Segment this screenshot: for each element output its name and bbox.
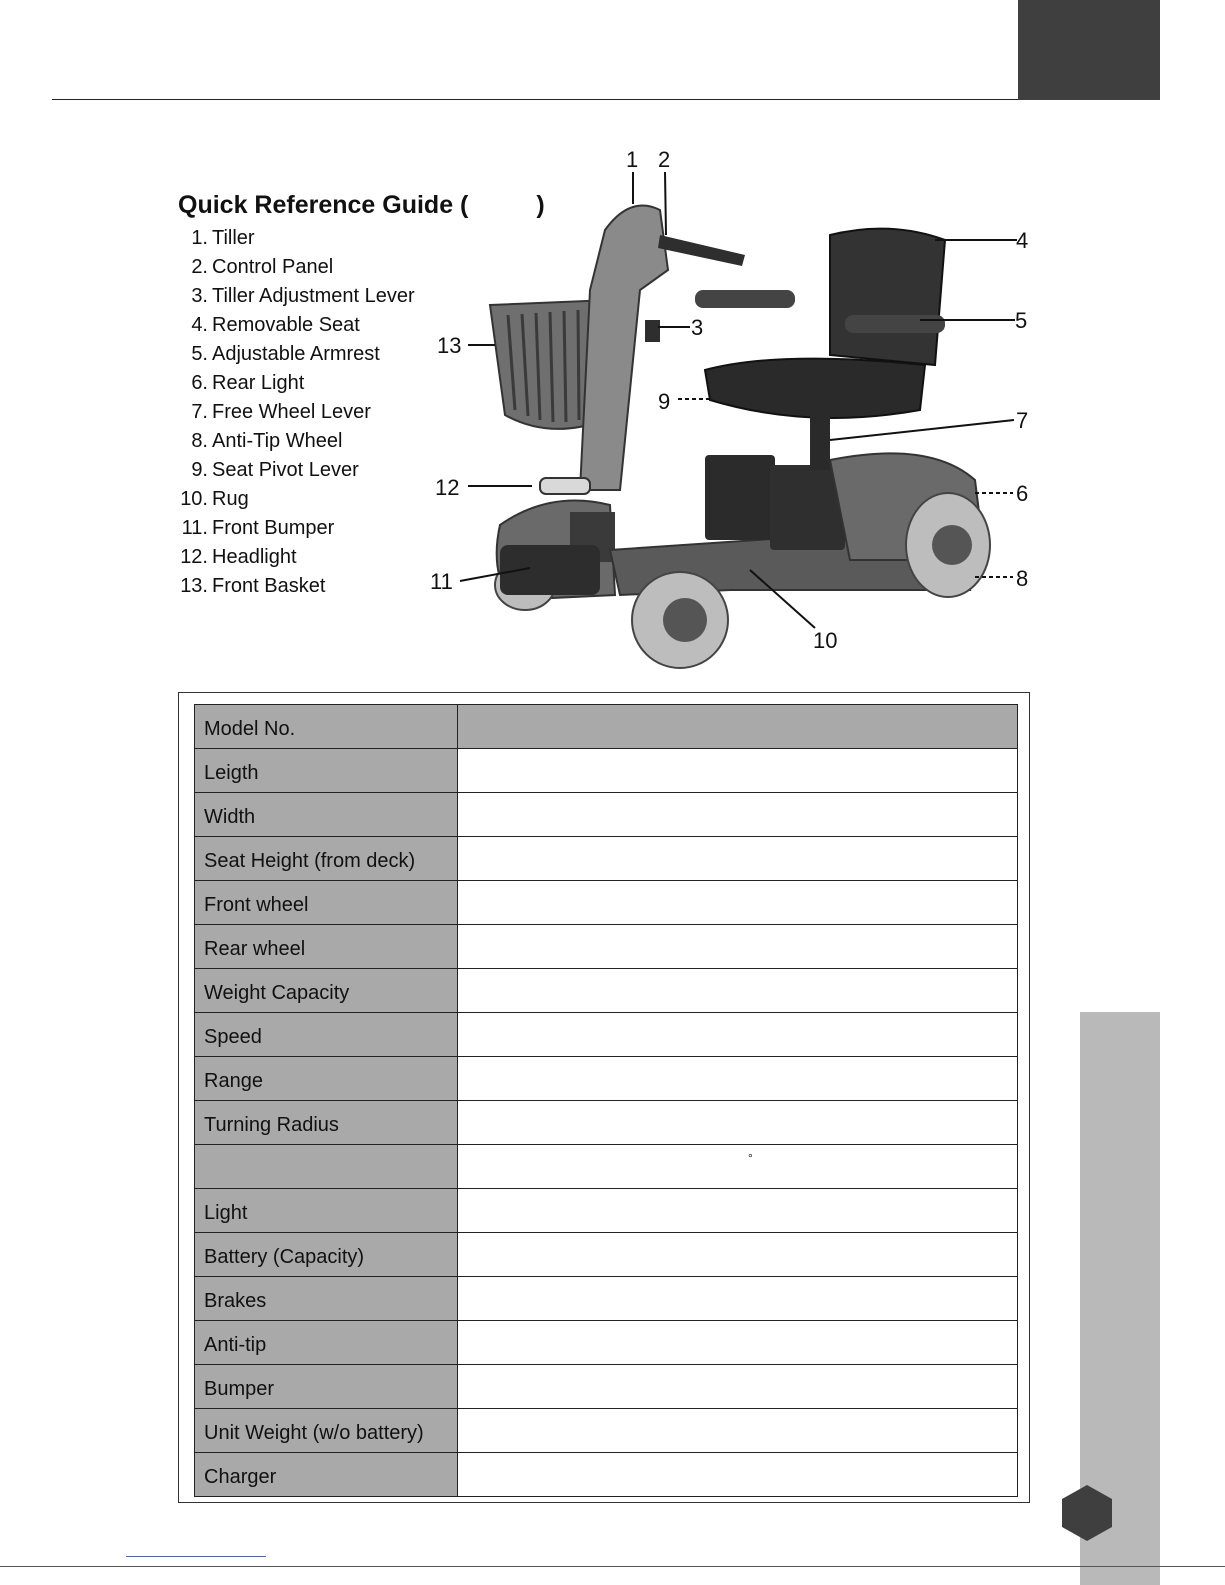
spec-label: Battery (Capacity) [195,1233,458,1277]
spec-value [458,749,1018,793]
guide-title-suffix: ) [536,191,545,219]
table-row [195,1189,1018,1233]
scooter-figure [430,140,1040,675]
spec-label: Speed [195,1013,458,1057]
callout-label: 12 [435,475,460,500]
rear-wheel [906,493,990,597]
front-wheel [632,572,728,668]
callout-label: 6 [1016,481,1029,506]
table-row [195,925,1018,969]
callout-label: 13 [437,333,462,358]
spec-value [458,1453,1018,1497]
table-row [195,793,1018,837]
table-row [195,1321,1018,1365]
spec-value [458,1233,1018,1277]
table-row [195,1013,1018,1057]
spec-label: Bumper [195,1365,458,1409]
parts-list-item: 12. Headlight [180,546,297,568]
spec-value [458,1409,1018,1453]
spec-label: Unit Weight (w/o battery) [195,1409,458,1453]
parts-list-item: 2. Control Panel [191,256,334,278]
spec-label: Range [195,1057,458,1101]
table-row [195,1409,1018,1453]
spec-value [458,705,1018,749]
spec-value [458,1013,1018,1057]
table-row [195,705,1018,749]
parts-list-item: 4. Removable Seat [191,314,360,336]
parts-list-item: 13. Front Basket [180,575,326,597]
footer-link-line [126,1556,266,1557]
spec-label: Width [195,793,458,837]
spec-value [458,1145,1018,1189]
headlight-shape [540,478,590,494]
table-row [195,1365,1018,1409]
spec-value [458,837,1018,881]
spec-table [194,704,1018,1497]
parts-list-item: 11. Front Bumper [181,517,335,539]
tiller [580,206,745,491]
spec-label: Seat Height (from deck) [195,837,458,881]
spec-label: Leigth [195,749,458,793]
table-row [195,969,1018,1013]
callout-label: 10 [813,628,838,653]
callout-label: 2 [658,147,671,172]
spec-label [195,1145,458,1189]
callout-label: 9 [658,389,671,414]
spec-value [458,1057,1018,1101]
header-rule [52,99,1160,100]
spec-label: Brakes [195,1277,458,1321]
table-row [195,1101,1018,1145]
header-corner-block [1018,0,1160,100]
table-row [195,749,1018,793]
spec-value [458,793,1018,837]
guide-title-prefix: Quick Reference Guide ( [178,191,469,219]
degree-symbol: ° [748,1151,753,1165]
table-row [195,881,1018,925]
spec-value [458,969,1018,1013]
spec-label: Front wheel [195,881,458,925]
spec-label: Light [195,1189,458,1233]
table-row [195,1145,1018,1189]
spec-label: Turning Radius [195,1101,458,1145]
callout-label: 8 [1016,566,1029,591]
parts-list-item: 8. Anti-Tip Wheel [191,430,343,452]
spec-value [458,925,1018,969]
parts-list [178,225,415,602]
spec-value [458,1277,1018,1321]
parts-list-item: 9. Seat Pivot Lever [191,459,359,481]
parts-list-item: 7. Free Wheel Lever [191,401,371,423]
callout-label: 7 [1016,408,1029,433]
parts-list-item: 1. Tiller [191,227,255,249]
spec-value [458,1365,1018,1409]
spec-value [458,1321,1018,1365]
callout-label: 5 [1015,308,1028,333]
table-row [195,1277,1018,1321]
footer-rule [0,1566,1225,1567]
spec-label: Anti-tip [195,1321,458,1365]
parts-list-item: 3. Tiller Adjustment Lever [191,285,415,307]
table-row [195,1453,1018,1497]
spec-label: Charger [195,1453,458,1497]
table-row [195,1057,1018,1101]
spec-label: Model No. [195,705,458,749]
callout-label: 4 [1016,228,1029,253]
parts-list-item: 6. Rear Light [191,372,305,394]
callout-label: 1 [626,147,639,172]
table-row [195,1233,1018,1277]
parts-list-item: 5. Adjustable Armrest [191,343,380,365]
table-row [195,837,1018,881]
removable-seat [695,229,945,470]
spec-label: Weight Capacity [195,969,458,1013]
callout-label: 3 [691,315,704,340]
scooter-illustration [430,140,1040,675]
spec-value [458,1189,1018,1233]
parts-list-item: 10. Rug [180,488,249,510]
spec-value [458,1101,1018,1145]
spec-value [458,881,1018,925]
callout-label: 11 [430,569,453,594]
spec-label: Rear wheel [195,925,458,969]
battery-box-left [705,455,775,540]
